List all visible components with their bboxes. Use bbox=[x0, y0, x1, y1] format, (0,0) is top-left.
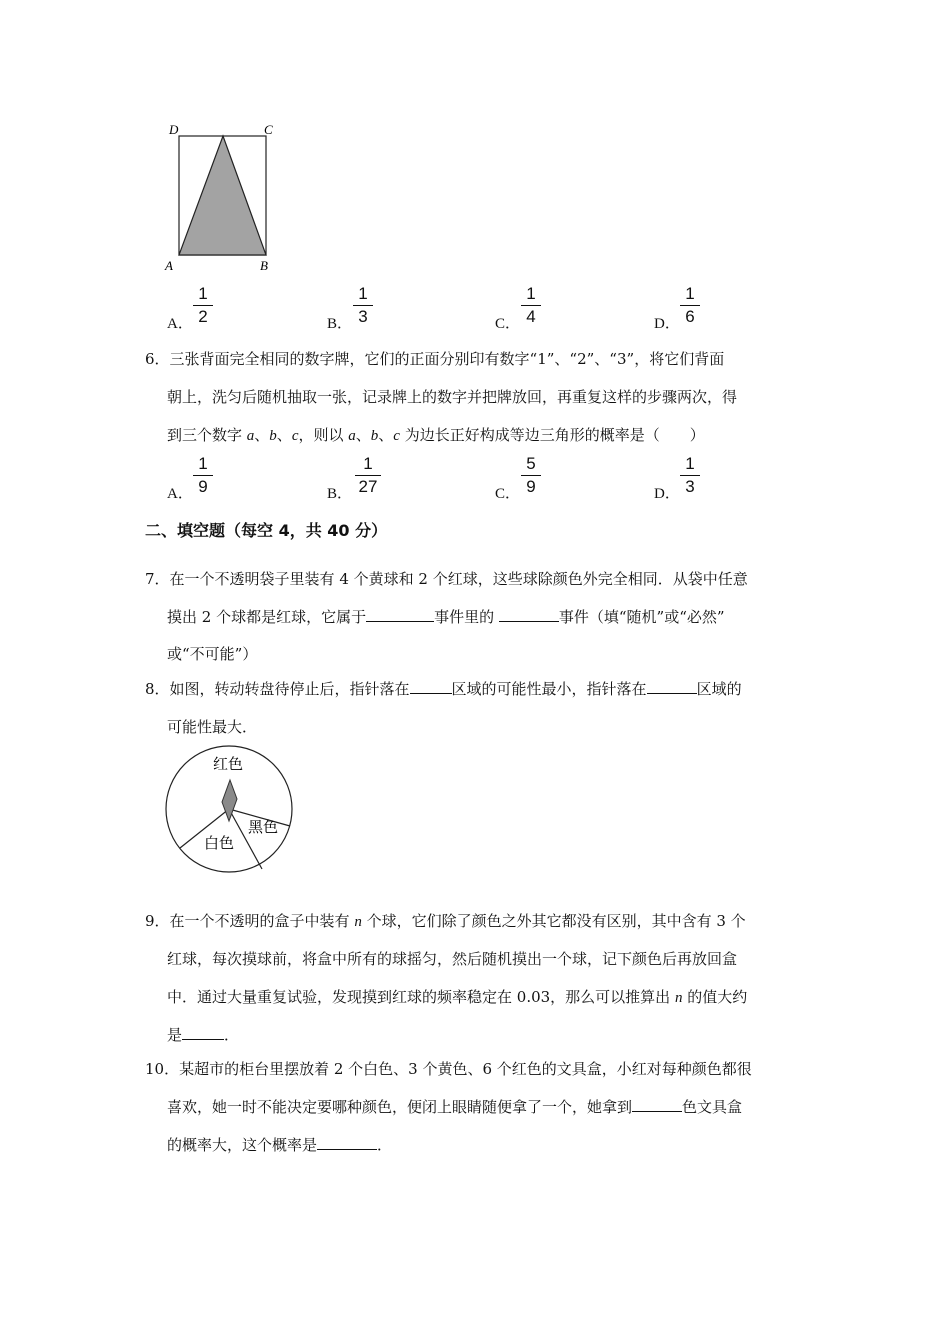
spinner-label-black: 黑色 bbox=[248, 818, 279, 836]
q5-option-a-label[interactable]: A． bbox=[167, 316, 193, 332]
q7-line2: 摸出 2 个球都是红球，它属于 事件里的 事件（填“随机”或“必然” bbox=[167, 608, 725, 626]
q6-line3: 到三个数字 a、b、c，则以 a、b、c 为边长正好构成等边三角形的概率是（ ） bbox=[167, 426, 705, 444]
q8-line1: 8．如图，转动转盘待停止后，指针落在 区域的可能性最小，指针落在 区域的 bbox=[145, 680, 742, 698]
rectangle-triangle-figure bbox=[160, 118, 280, 278]
spinner-label-red: 红色 bbox=[213, 755, 244, 773]
q5-option-c-fraction: 1 4 bbox=[521, 285, 541, 326]
q10-line1: 10．某超市的柜台里摆放着 2 个白色、3 个黄色、6 个红色的文具盒，小红对每种颜色都很 bbox=[145, 1060, 752, 1078]
q6-option-a-label[interactable]: A． bbox=[167, 486, 193, 502]
q10-line3: 的概率大，这个概率是 ． bbox=[167, 1136, 393, 1154]
q9-line2: 红球，每次摸球前，将盒中所有的球摇匀，然后随机摸出一个球，记下颜色后再放回盒 bbox=[167, 950, 738, 968]
label-d: D bbox=[169, 122, 179, 137]
q6-option-d-label[interactable]: D． bbox=[654, 486, 680, 502]
spinner-figure bbox=[160, 742, 300, 877]
q9-blank[interactable] bbox=[182, 1025, 224, 1040]
q9-line1: 9．在一个不透明的盒子中装有 n 个球，它们除了颜色之外其它都没有区别，其中含有 3 个 bbox=[145, 912, 746, 930]
q5-option-d-label[interactable]: D． bbox=[654, 316, 680, 332]
q8-line2: 可能性最大． bbox=[167, 718, 258, 736]
q9-line4: 是 ． bbox=[167, 1026, 240, 1044]
q6-option-d-fraction: 1 3 bbox=[680, 455, 700, 496]
q6-line2: 朝上，洗匀后随机抽取一张，记录牌上的数字并把牌放回，再重复这样的步骤两次，得 bbox=[167, 388, 738, 406]
q10-blank-2[interactable] bbox=[317, 1135, 377, 1150]
q7-line3: 或“不可能”） bbox=[167, 645, 258, 663]
q6-option-c-fraction: 5 9 bbox=[521, 455, 541, 496]
q5-option-d-fraction: 1 6 bbox=[680, 285, 700, 326]
q10-line2: 喜欢，她一时不能决定要哪种颜色，便闭上眼睛随便拿了一个，她拿到 色文具盒 bbox=[167, 1098, 743, 1116]
q5-option-a-fraction: 1 2 bbox=[193, 285, 213, 326]
q9-line3: 中．通过大量重复试验，发现摸到红球的频率稳定在 0.03，那么可以推算出 n 的值大约 bbox=[167, 988, 748, 1006]
label-b: B bbox=[260, 258, 268, 273]
q7-line1: 7．在一个不透明袋子里装有 4 个黄球和 2 个红球，这些球除颜色外完全相同．从袋中任意 bbox=[145, 570, 748, 588]
q5-option-b-fraction: 1 3 bbox=[353, 285, 373, 326]
spinner-label-white: 白色 bbox=[204, 834, 235, 852]
q8-blank-2[interactable] bbox=[647, 679, 697, 694]
label-c: C bbox=[264, 122, 273, 137]
q6-option-b-fraction: 1 27 bbox=[355, 455, 381, 496]
q6-line1: 6．三张背面完全相同的数字牌，它们的正面分别印有数字“1”、“2”、“3”，将它们背面 bbox=[145, 350, 725, 368]
section-title: 二、填空题（每空 4，共 40 分） bbox=[145, 521, 388, 540]
q7-blank-2[interactable] bbox=[499, 607, 559, 622]
q6-option-c-label[interactable]: C． bbox=[495, 486, 521, 502]
label-a: A bbox=[165, 258, 173, 273]
q7-blank-1[interactable] bbox=[366, 607, 434, 622]
q6-option-a-fraction: 1 9 bbox=[193, 455, 213, 496]
q5-option-b-label[interactable]: B． bbox=[327, 316, 353, 332]
q5-option-c-label[interactable]: C． bbox=[495, 316, 521, 332]
spinner-pointer bbox=[222, 780, 237, 821]
q10-blank-1[interactable] bbox=[632, 1097, 682, 1112]
q6-option-b-label[interactable]: B． bbox=[327, 486, 353, 502]
q8-blank-1[interactable] bbox=[410, 679, 452, 694]
